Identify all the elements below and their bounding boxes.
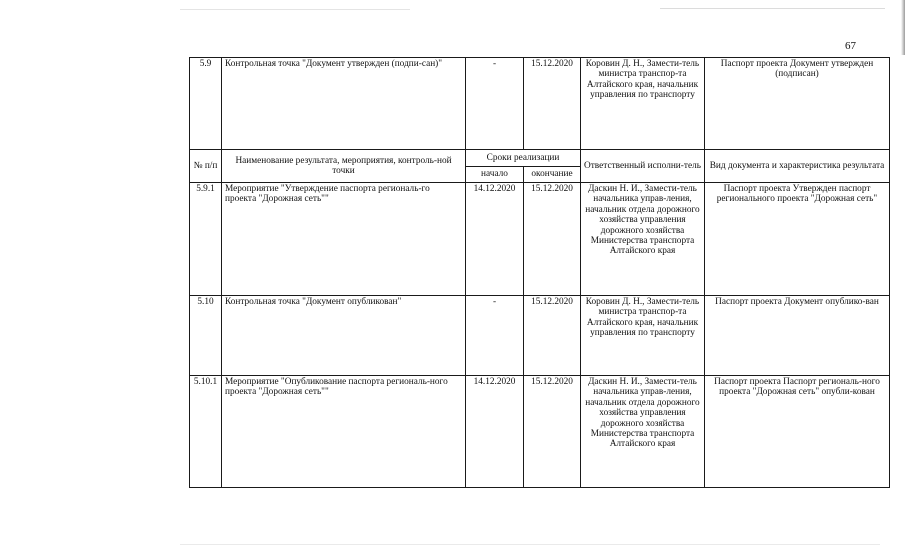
row-name: Мероприятие "Опубликование паспорта региональ-ного проекта "Дорожная сеть"": [222, 376, 466, 488]
header-document: Вид документа и характеристика результата: [705, 150, 890, 183]
row-name: Контрольная точка "Документ утвержден (подпи-сан)": [222, 58, 466, 150]
row-document: Паспорт проекта Утвержден паспорт регионального проекта "Дорожная сеть": [705, 183, 890, 296]
page-number: 67: [845, 40, 856, 52]
table-header-row: [190, 150, 890, 167]
row-end-date: 15.12.2020: [524, 58, 581, 150]
row-document: Паспорт проекта Паспорт региональ-ного проекта "Дорожная сеть" опубли-кован: [705, 376, 890, 488]
row-start-date: 14.12.2020: [466, 183, 524, 296]
row-start-date: -: [466, 296, 524, 376]
row-end-date: 15.12.2020: [524, 376, 581, 488]
header-responsible: Ответственный исполни-тель: [581, 150, 705, 183]
table-row: [190, 376, 890, 488]
table-row: [190, 296, 890, 376]
table-row: [190, 58, 890, 150]
header-start: начало: [466, 167, 524, 183]
project-plan-table: [189, 57, 890, 488]
row-number: 5.9: [190, 58, 222, 150]
row-responsible: Даскин Н. И., Замести-тель начальника управ-ления, начальник отдела дорожного хозяйства управления дорожного хозяйства Министерства транспорта Алтайского края: [581, 183, 705, 296]
header-period: Сроки реализации: [466, 150, 581, 167]
row-name: Мероприятие "Утверждение паспорта региональ-го проекта "Дорожная сеть"": [222, 183, 466, 296]
row-document: Паспорт проекта Документ опублико-ван: [705, 296, 890, 376]
row-number: 5.9.1: [190, 183, 222, 296]
header-end: окончание: [524, 167, 581, 183]
row-responsible: Коровин Д. Н., Замести-тель министра транспор-та Алтайского края, начальник управления по транспорту: [581, 58, 705, 150]
row-responsible: Коровин Д. Н., Замести-тель министра транспор-та Алтайского края, начальник управления по транспорту: [581, 296, 705, 376]
scan-artifact-top-right: [660, 8, 885, 9]
row-end-date: 15.12.2020: [524, 296, 581, 376]
page-edge-shadow: [901, 0, 905, 55]
table-row: [190, 183, 890, 296]
scan-artifact-bottom: [180, 544, 880, 545]
row-number: 5.10: [190, 296, 222, 376]
header-name: Наименование результата, мероприятия, контроль-ной точки: [222, 150, 466, 183]
row-start-date: 14.12.2020: [466, 376, 524, 488]
scan-artifact-top-left: [180, 9, 410, 10]
header-num: № п/п: [190, 150, 222, 183]
row-responsible: Даскин Н. И., Замести-тель начальника управ-ления, начальник отдела дорожного хозяйства управления дорожного хозяйства Министерства транспорта Алтайского края: [581, 376, 705, 488]
row-end-date: 15.12.2020: [524, 183, 581, 296]
row-number: 5.10.1: [190, 376, 222, 488]
row-document: Паспорт проекта Документ утвержден (подписан): [705, 58, 890, 150]
row-name: Контрольная точка "Документ опубликован": [222, 296, 466, 376]
row-start-date: -: [466, 58, 524, 150]
